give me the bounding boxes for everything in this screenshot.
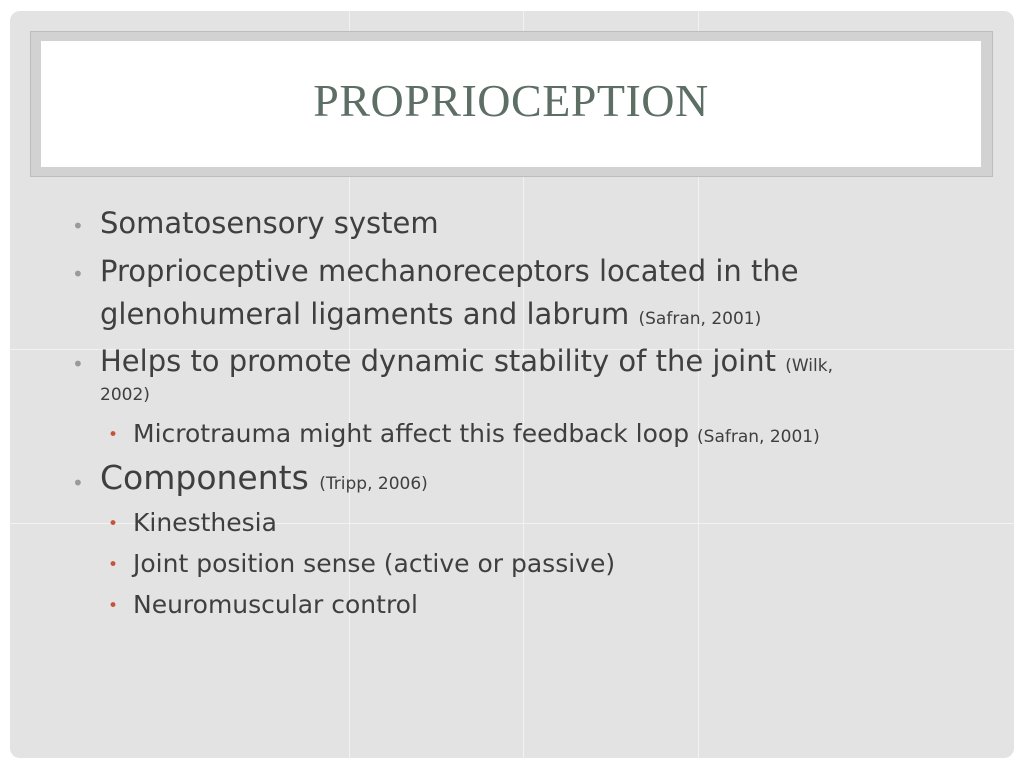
bullet-item: Somatosensory system (100, 206, 439, 240)
bullet-text: Microtrauma might affect this feedback loop (133, 419, 690, 448)
sub-bullet-dot: • (108, 596, 119, 616)
bullet-dot: • (72, 262, 84, 286)
bullet-dot: • (72, 352, 84, 376)
bullet-text: Helps to promote dynamic stability of the joint (100, 344, 776, 378)
bullet-dot: • (72, 471, 84, 495)
bullet-item (100, 340, 833, 387)
sub-bullet-dot: • (108, 425, 119, 445)
bullet-list (10, 11, 1014, 758)
sub-bullet-item: Kinesthesia (133, 508, 277, 537)
citation: (Tripp, 2006) (319, 474, 428, 494)
slide (10, 11, 1014, 758)
slide-title: PROPRIOCEPTION (313, 74, 709, 126)
bullet-item-continuation (100, 293, 761, 340)
sub-bullet-item: Joint position sense (active or passive) (133, 549, 616, 578)
citation: (Wilk, (785, 356, 833, 376)
sub-bullet-dot: • (108, 514, 119, 534)
bullet-item (100, 457, 428, 505)
bullet-item: Proprioceptive mechanoreceptors located in the (100, 254, 799, 288)
sub-bullet-item: Neuromuscular control (133, 590, 418, 619)
bullet-text: glenohumeral ligaments and labrum (100, 297, 630, 331)
sub-bullet-item (133, 413, 820, 458)
bullet-text: Components (100, 458, 309, 497)
citation: (Safran, 2001) (638, 309, 762, 329)
citation: (Safran, 2001) (697, 427, 820, 447)
sub-bullet-dot: • (108, 555, 119, 575)
bullet-dot: • (72, 214, 84, 238)
citation: 2002) (100, 385, 150, 405)
